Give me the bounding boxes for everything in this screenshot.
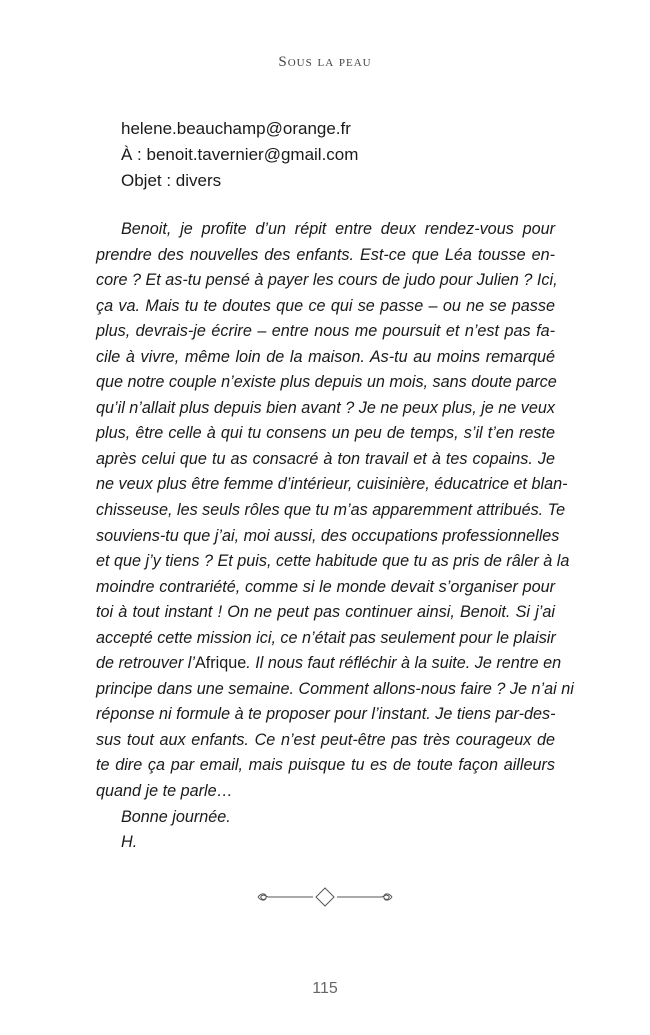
letter-line: accepté cette mission ici, ce n’était pas seulement pour le plaisir (96, 628, 556, 647)
email-to: À : benoit.tavernier@gmail.com (121, 145, 359, 164)
letter-line: plus, être celle à qui tu consens un peu de temps, s’il t’en reste (96, 424, 555, 443)
letter-line: core ? Et as-tu pensé à payer les cours de judo pour Julien ? Ici, (96, 271, 558, 290)
letter-line: prendre des nouvelles des enfants. Est-ce que Léa tousse en- (96, 245, 555, 264)
letter-line: que notre couple n’existe plus depuis un mois, sans doute parce (96, 373, 557, 392)
email-header (121, 116, 358, 194)
letter-line: de retrouver l’Afrique. Il nous faut réfléchir à la suite. Je rentre en (96, 654, 562, 673)
letter-line: plus, devrais-je écrire – entre nous me poursuit et n’est pas fa- (96, 322, 555, 341)
letter-line: et que j’y tiens ? Et puis, cette habitude que tu as pris de râler à la (96, 552, 570, 571)
letter-line: ne veux plus être femme d’intérieur, cuisinière, éducatrice et blan- (96, 475, 568, 494)
letter-line: moindre contrariété, comme si le monde devait s’organiser pour (96, 577, 555, 596)
letter-line: te dire ça par email, mais puisque tu es de toute façon ailleurs (96, 756, 555, 775)
page-number: 115 (312, 980, 338, 997)
letter-line: chisseuse, les seuls rôles que tu m’as apparemment attribués. Te (96, 501, 566, 520)
letter-line: Benoit, je profite d’un répit entre deux rendez-vous pour (121, 220, 555, 238)
running-head: Sous la peau (278, 54, 372, 70)
letter-line: sus tout aux enfants. Ce n’est peut-être pas très courageux de (96, 730, 555, 749)
letter-line: qu’il n’allait plus depuis bien avant ? Je ne peux plus, je ne veux (96, 398, 555, 417)
letter-closing: Bonne journée. (121, 807, 231, 826)
email-subject: Objet : divers (121, 171, 222, 190)
letter-line: ça va. Mais tu te doutes que ce qui se passe – ou ne se passe (96, 296, 555, 315)
fleuron-diamond-divider-icon (255, 884, 395, 910)
letter-line: réponse ni formule à te proposer pour l’instant. Je tiens par-des- (96, 705, 556, 724)
letter-body (96, 217, 574, 856)
letter-line: toi à tout instant ! On ne peut pas continuer ainsi, Benoit. Si j’ai (96, 603, 555, 622)
letter-line: cile à vivre, même loin de la maison. As-tu au moins remarqué (96, 347, 555, 366)
letter-line: principe dans une semaine. Comment allons-nous faire ? Je n’ai ni (96, 679, 574, 698)
letter-line: après celui que tu as consacré à ton travail et à tes copains. Je (96, 449, 555, 468)
letter-line: souviens-tu que j’ai, moi aussi, des occupations professionnelles (96, 526, 560, 545)
email-from: helene.beauchamp@orange.fr (121, 119, 351, 138)
letter-line: quand je te parle… (96, 782, 233, 801)
letter-signature: H. (121, 833, 138, 852)
